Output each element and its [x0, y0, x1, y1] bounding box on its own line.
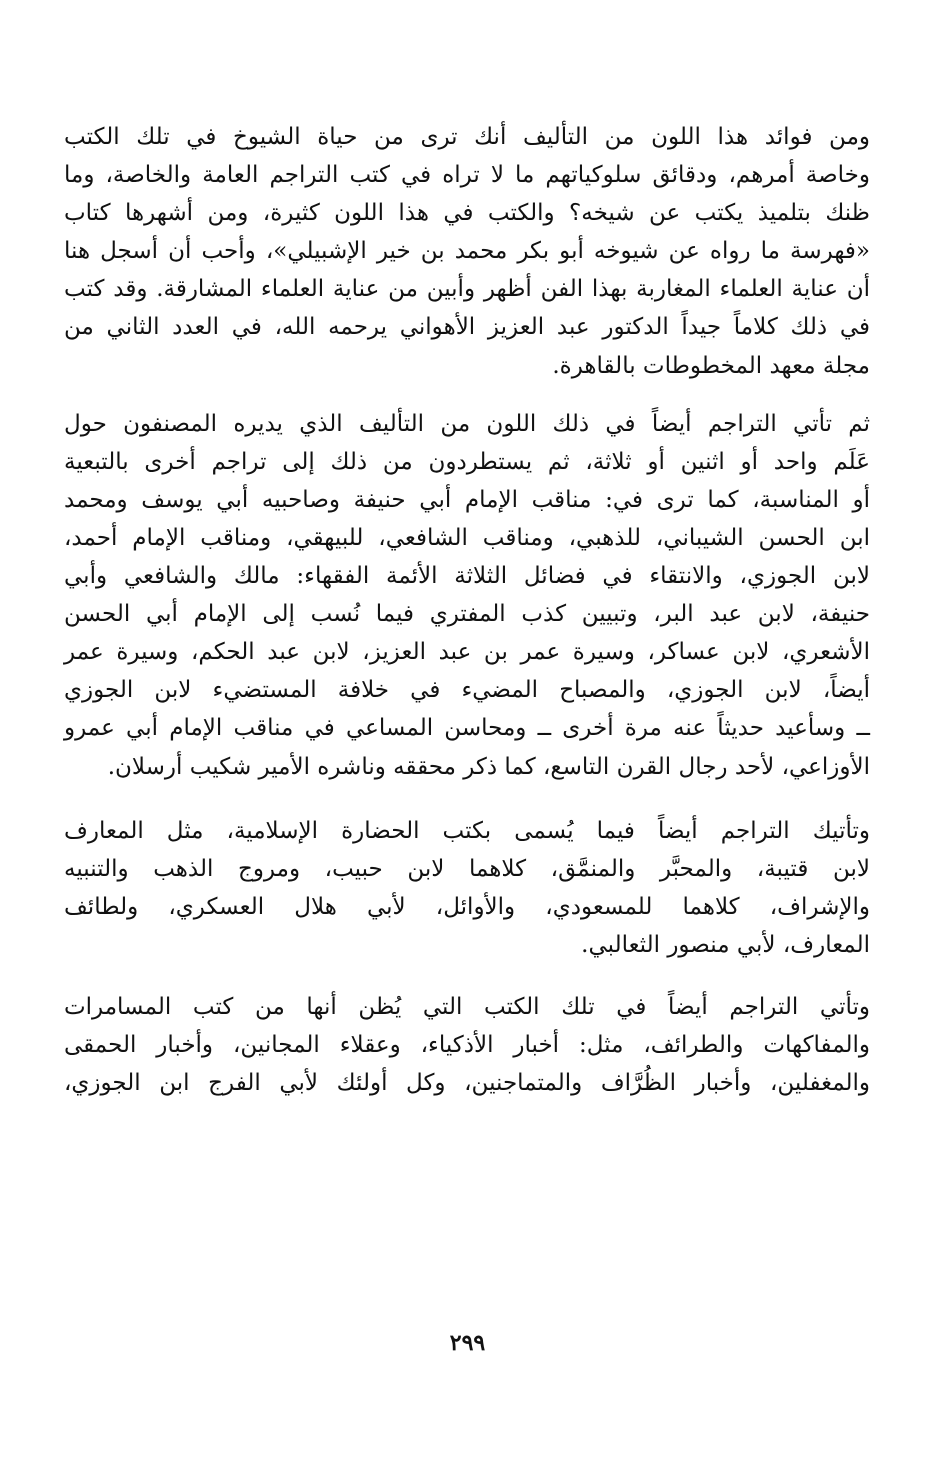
text-line: لابن قتيبة، والمحبَّر والمنمَّق، كلاهما لابن حبيب، ومروج الذهب والتنبيه [64, 855, 870, 882]
text-line: أن عناية العلماء المغاربة بهذا الفن أظهر وأبين من عناية العلماء المشارقة. وقد كتب [64, 276, 870, 303]
text-line: ظنك بتلميذ يكتب عن شيخه؟ والكتب في هذا اللون كثيرة، ومن أشهرها كتاب [64, 200, 870, 227]
text-line: الأوزاعي، لأحد رجال القرن التاسع، كما ذكر محققه وناشره الأمير شكيب أرسلان. [107, 753, 870, 780]
text-line: ــ وسأعيد حديثاً عنه مرة أخرى ــ ومحاسن المساعي في مناقب الإمام أبي عمرو [64, 715, 870, 742]
text-line: والمغفلين، وأخبار الظُرَّاف والمتماجنين، وكل أولئك لأبي الفرج ابن الجوزي، [64, 1070, 870, 1097]
text-line: لابن الجوزي، والانتقاء في فضائل الثلاثة الأئمة الفقهاء: مالك والشافعي وأبي [64, 563, 870, 590]
text-line: وتأتيك التراجم أيضاً فيما يُسمى بكتب الحضارة الإسلامية، مثل المعارف [64, 817, 870, 844]
text-line: «فهرسة ما رواه عن شيوخه أبو بكر محمد بن خير الإشبيلي»، وأحب أن أسجل هنا [64, 238, 870, 265]
text-line: ابن الحسن الشيباني، للذهبي، ومناقب الشافعي، للبيهقي، ومناقب الإمام أحمد، [64, 524, 870, 551]
text-line: والمفاكهات والطرائف، مثل: أخبار الأذكياء، وعقلاء المجانين، وأخبار الحمقى [64, 1032, 870, 1059]
text-line: والإشراف، كلاهما للمسعودي، والأوائل، لأبي هلال العسكري، ولطائف [64, 893, 870, 920]
paragraph-1 [64, 118, 870, 385]
text-line: حنيفة، لابن عبد البر، وتبيين كذب المفتري فيما نُسب إلى الإمام أبي الحسن [64, 601, 870, 628]
paragraph-4 [64, 988, 870, 1102]
text-line: عَلَم واحد أو اثنين أو ثلاثة، ثم يستطردون من ذلك إلى تراجم أخرى بالتبعية [64, 448, 870, 475]
text-line: في ذلك كلاماً جيداً الدكتور عبد العزيز الأهواني يرحمه الله، في العدد الثاني من [64, 314, 870, 341]
page-body [64, 118, 870, 1102]
text-line: وخاصة أمرهم، ودقائق سلوكياتهم ما لا تراه في كتب التراجم العامة والخاصة، وما [64, 162, 870, 189]
text-line: مجلة معهد المخطوطات بالقاهرة. [552, 352, 870, 379]
paragraph-3 [64, 812, 870, 964]
text-line: أيضاً، لابن الجوزي، والمصباح المضيء في خلافة المستضيء لابن الجوزي [64, 677, 870, 704]
text-line: المعارف، لأبي منصور الثعالبي. [581, 931, 870, 958]
page-number: ٢٩٩ [449, 1330, 486, 1356]
text-line: وتأتي التراجم أيضاً في تلك الكتب التي يُظن أنها من كتب المسامرات [64, 993, 870, 1020]
paragraph-2 [64, 405, 870, 786]
text-line: الأشعري، لابن عساكر، وسيرة عمر بن عبد العزيز، لابن عبد الحكم، وسيرة عمر [64, 639, 870, 666]
text-line: أو المناسبة، كما ترى في: مناقب الإمام أبي حنيفة وصاحبيه أبي يوسف ومحمد [64, 486, 870, 513]
text-line: ثم تأتي التراجم أيضاً في ذلك اللون من التأليف الذي يديره المصنفون حول [64, 410, 870, 437]
text-line: ومن فوائد هذا اللون من التأليف أنك ترى من حياة الشيوخ في تلك الكتب [64, 124, 870, 150]
